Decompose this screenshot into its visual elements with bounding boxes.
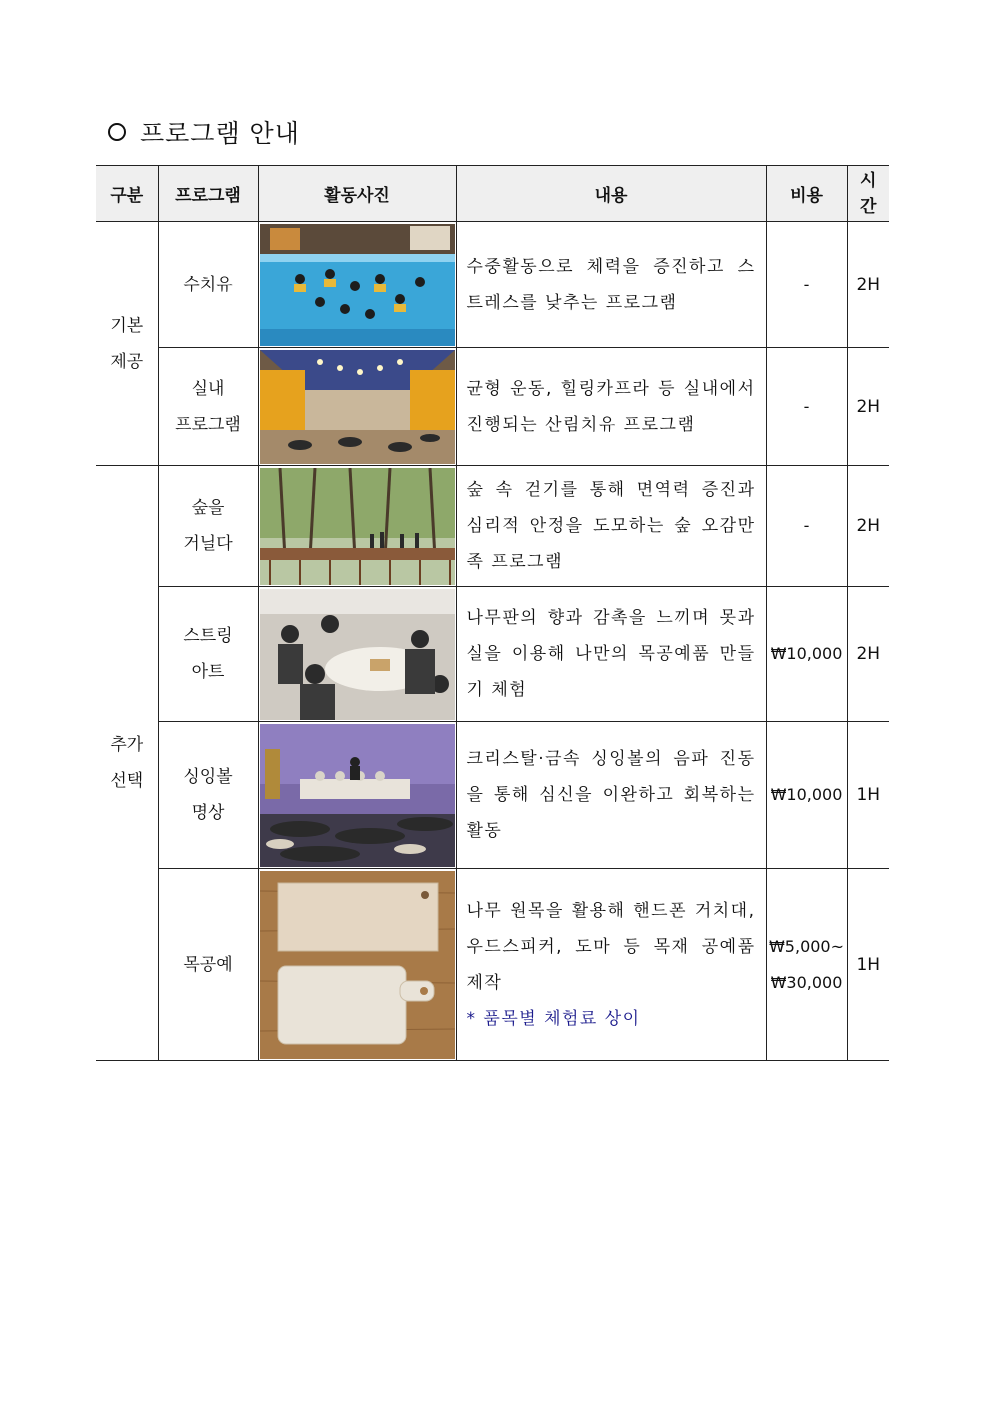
activity-photo-cell (258, 222, 456, 348)
cost-text: ₩30,000 (770, 972, 843, 992)
table-row (96, 222, 889, 348)
category-optional-line1: 추가 (110, 735, 144, 755)
program-description (456, 348, 766, 466)
program-name-line: 프로그램 (175, 414, 241, 435)
activity-photo-cell (258, 587, 456, 722)
program-description (456, 587, 766, 722)
program-cost (766, 466, 847, 587)
program-description (456, 722, 766, 869)
program-table (96, 165, 889, 1061)
program-name-line: 싱잉볼 (183, 767, 233, 787)
header-photo: 활동사진 (258, 166, 456, 222)
program-name-line: 실내 (191, 378, 225, 399)
cost-text: - (803, 516, 810, 535)
header-time (847, 166, 889, 222)
description-text: 수중활동으로 체력을 증진하고 스트레스를 낮추는 프로그램 (466, 256, 756, 313)
program-name-line: 명상 (191, 803, 225, 823)
cost-text: ₩5,000~ (768, 936, 845, 956)
program-name (158, 466, 258, 587)
description-text: 균형 운동, 힐링카프라 등 실내에서 진행되는 산림치유 프로그램 (466, 378, 756, 435)
program-name (158, 869, 258, 1061)
program-name (158, 222, 258, 348)
table-row (96, 587, 889, 722)
table-header-row (96, 166, 889, 222)
program-name-line: 수치유 (183, 274, 233, 295)
activity-photo-cell (258, 869, 456, 1061)
program-time: 2H (847, 587, 889, 722)
category-basic-line2: 제공 (110, 351, 144, 372)
description-text: 나무판의 향과 감촉을 느끼며 못과 실을 이용해 나만의 목공예품 만들기 체험 (466, 608, 756, 700)
program-time: 2H (847, 348, 889, 466)
description-text: 나무 원목을 활용해 핸드폰 거치대, 우드스피커, 도마 등 목재 공예품 제작 (466, 900, 756, 993)
header-program: 프로그램 (158, 166, 258, 222)
program-name-line: 숲을 (191, 498, 225, 518)
cutting-board-photo (260, 871, 455, 1059)
header-cost: 비용 (766, 166, 847, 222)
category-basic (96, 222, 158, 466)
activity-photo-cell (258, 722, 456, 869)
cost-text: - (803, 396, 810, 416)
program-time: 2H (847, 466, 889, 587)
header-content: 내용 (456, 166, 766, 222)
description-text: 숲 속 걷기를 통해 면역력 증진과 심리적 안정을 도모하는 숲 오감만족 프로그램 (466, 480, 756, 572)
page-title (108, 114, 300, 150)
cost-text: ₩10,000 (770, 785, 843, 804)
program-name (158, 722, 258, 869)
program-cost (766, 222, 847, 348)
swimming-pool-photo (260, 224, 455, 346)
indoor-hall-photo (260, 350, 455, 464)
activity-photo-cell (258, 348, 456, 466)
program-name-line: 아트 (191, 662, 225, 682)
program-name-line: 스트링 (183, 626, 233, 646)
program-cost (766, 587, 847, 722)
forest-walk-photo (260, 468, 455, 585)
program-name-line: 목공예 (183, 954, 233, 975)
program-time: 1H (847, 722, 889, 869)
category-optional-line2: 선택 (110, 771, 144, 791)
program-description (456, 222, 766, 348)
header-time-text: 시간 (860, 170, 877, 217)
program-name (158, 587, 258, 722)
program-time: 1H (847, 869, 889, 1061)
program-name-line: 거닐다 (183, 534, 233, 554)
program-cost (766, 722, 847, 869)
program-cost (766, 348, 847, 466)
singing-bowl-photo (260, 724, 455, 867)
category-optional (96, 466, 158, 1061)
program-description (456, 466, 766, 587)
table-row (96, 466, 889, 587)
cost-text: ₩10,000 (770, 644, 843, 663)
header-category: 구분 (96, 166, 158, 222)
description-text: 크리스탈·금속 싱잉볼의 음파 진동을 통해 심신을 이완하고 회복하는 활동 (466, 749, 756, 841)
category-basic-line1: 기본 (110, 315, 144, 336)
program-cost (766, 869, 847, 1061)
program-time: 2H (847, 222, 889, 348)
table-row (96, 722, 889, 869)
string-art-photo (260, 589, 455, 720)
table-row (96, 869, 889, 1061)
program-name (158, 348, 258, 466)
title-text: 프로그램 안내 (140, 119, 300, 148)
description-note: * 품목별 체험료 상이 (466, 1008, 641, 1029)
table-row (96, 348, 889, 466)
activity-photo-cell (258, 466, 456, 587)
cost-text: - (803, 274, 810, 294)
circle-bullet-icon (108, 123, 126, 141)
program-description (456, 869, 766, 1061)
